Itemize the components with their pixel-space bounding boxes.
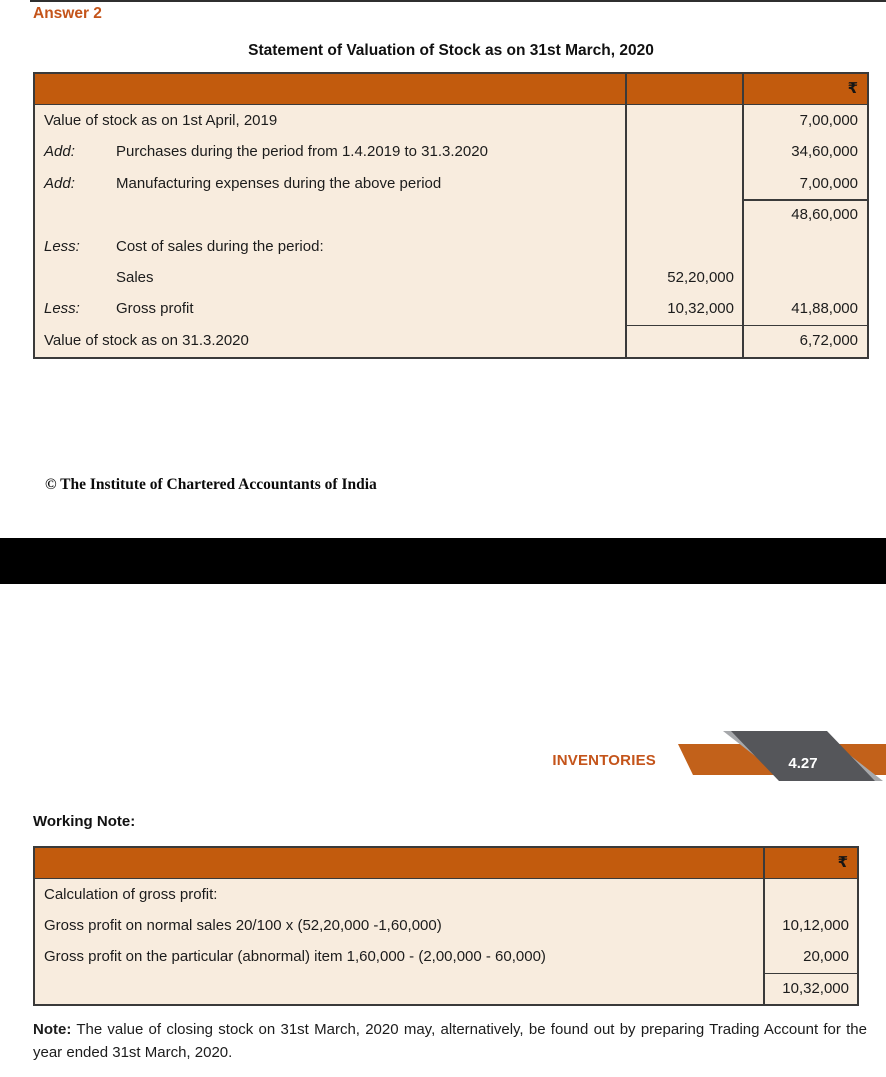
row-amount-total: 41,88,000: [791, 300, 858, 318]
row-amount-total: 20,000: [803, 948, 849, 966]
row-label: Less:: [44, 237, 80, 255]
page-number-ribbon-shapes: [660, 725, 886, 787]
row-amount-total: 10,12,000: [782, 917, 849, 935]
working-note-table: [33, 846, 859, 1006]
row-amount-total: 34,60,000: [791, 143, 858, 161]
currency-symbol: ₹: [837, 854, 848, 871]
row-amount-detail: 52,20,000: [667, 268, 734, 286]
page-number: 4.27: [788, 755, 818, 772]
row-description: Value of stock as on 31.3.2020: [44, 331, 249, 349]
row-amount-total: 7,00,000: [799, 112, 858, 129]
row-label: Less:: [44, 300, 80, 318]
column-divider: [625, 74, 627, 357]
table-row: [35, 973, 857, 1004]
working-note-table-header: [35, 848, 857, 879]
note-label: Note:: [33, 1021, 72, 1038]
row-particulars: [35, 879, 857, 910]
currency-symbol: ₹: [847, 80, 858, 97]
row-description: Gross profit on normal sales 20/100 x (52,20,000 -1,60,000): [44, 917, 442, 935]
row-label: Add:: [44, 143, 75, 161]
row-particulars: [35, 910, 857, 941]
valuation-table: [33, 72, 869, 359]
row-description: Gross profit on the particular (abnormal) item 1,60,000 - (2,00,000 - 60,000): [44, 948, 546, 966]
note-text: The value of closing stock on 31st March, 2020 may, alternatively, be found out by preparing Trading Account for the year ended 31st March, 2020.: [33, 1021, 867, 1061]
row-amount-total: 6,72,000: [799, 331, 858, 349]
table-row: [35, 879, 857, 910]
row-description: Cost of sales during the period:: [116, 237, 324, 255]
column-divider: [742, 74, 744, 357]
row-label: Add:: [44, 174, 75, 192]
row-amount-detail: 10,32,000: [667, 300, 734, 318]
row-particulars: [35, 941, 857, 972]
statement-title: Statement of Valuation of Stock as on 31st March, 2020: [248, 42, 654, 59]
copyright-line: © The Institute of Chartered Accountants of India: [45, 476, 377, 493]
table-row: [35, 941, 857, 972]
row-description: Sales: [116, 268, 154, 286]
row-description: Value of stock as on 1st April, 2019: [44, 112, 278, 129]
row-amount-total: 10,32,000: [782, 979, 849, 997]
working-note-heading: Working Note:: [33, 813, 136, 830]
page-break-bar: [0, 538, 886, 584]
row-description: Calculation of gross profit:: [44, 886, 218, 903]
row-description: Purchases during the period from 1.4.2019 to 31.3.2020: [116, 143, 488, 161]
row-amount-total: 48,60,000: [791, 206, 858, 224]
working-note-table-body: [35, 879, 857, 1004]
column-divider: [763, 848, 765, 1004]
table-row: [35, 910, 857, 941]
row-amount-total: 7,00,000: [799, 174, 858, 192]
answer-heading: Answer 2: [33, 5, 102, 22]
row-description: Manufacturing expenses during the above period: [116, 174, 442, 192]
row-description: Gross profit: [116, 300, 194, 318]
page-top-rule: [30, 0, 886, 2]
section-label: INVENTORIES: [552, 752, 656, 769]
note-paragraph: [33, 1019, 867, 1064]
